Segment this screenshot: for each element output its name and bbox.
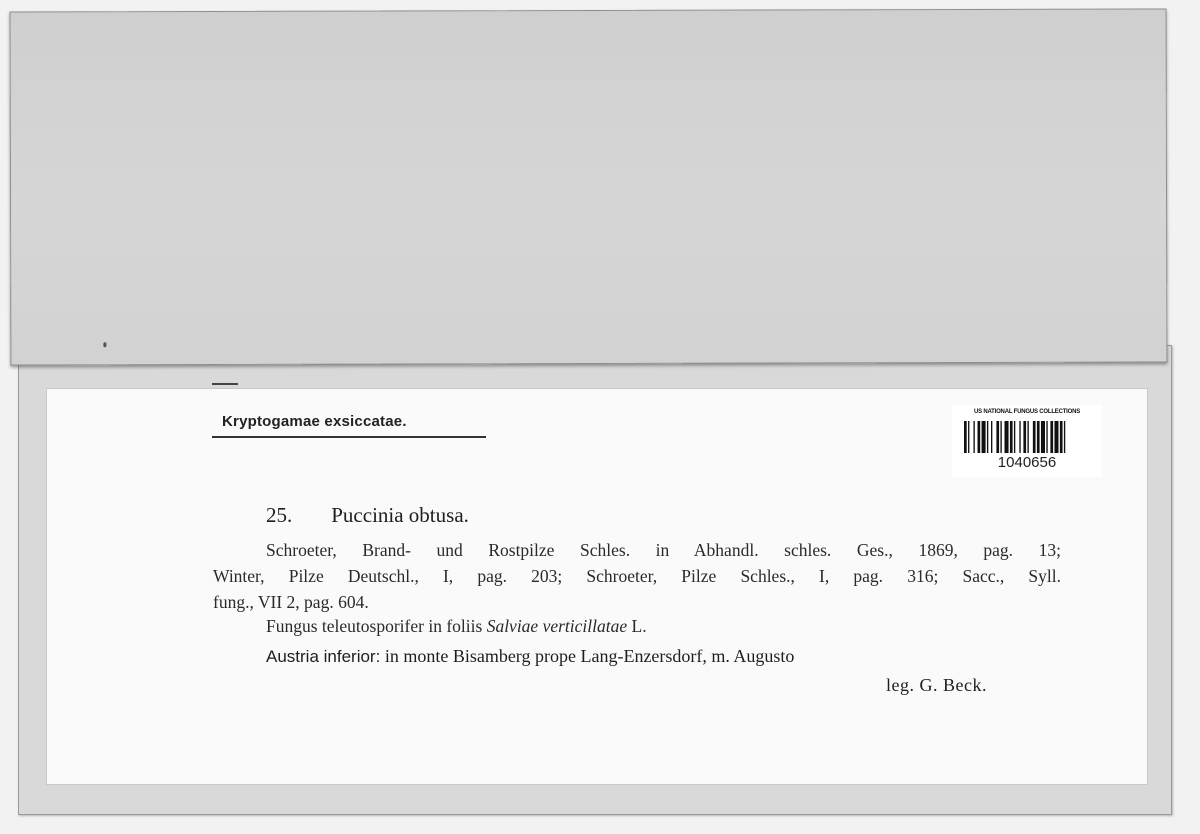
reference-line: Schroeter, Brand- und Rostpilze Schles. in Abhandl. schles. Ges., 1869, pag. 13; <box>266 540 1061 560</box>
locality-region: Austria inferior: <box>266 647 381 666</box>
envelope-flap <box>10 8 1168 365</box>
host-line <box>266 616 647 637</box>
series-title: Kryptogamae exsiccatae. <box>212 413 486 438</box>
label-mark <box>212 383 238 385</box>
barcode-sticker <box>952 405 1102 477</box>
locality-line <box>266 646 794 667</box>
barcode-number: 1040656 <box>997 454 1057 471</box>
host-suffix: L. <box>631 616 647 636</box>
barcode-header: US NATIONAL FUNGUS COLLECTIONS <box>973 409 1081 415</box>
reference-line: fung., VII 2, pag. 604. <box>213 592 369 612</box>
specimen-number: 25. <box>266 503 293 527</box>
host-species: Salviae verticillatae <box>486 616 628 636</box>
paper-speck <box>103 342 106 347</box>
literature-references <box>213 537 1061 615</box>
specimen-heading <box>266 503 469 528</box>
host-prefix: Fungus teleutosporifer in foliis <box>266 616 483 636</box>
reference-line: Winter, Pilze Deutschl., I, pag. 203; Schroeter, Pilze Schles., I, pag. 316; Sacc., Syll. <box>213 566 1061 586</box>
locality-detail: in monte Bisamberg prope Lang-Enzersdorf, m. Augusto <box>384 646 795 666</box>
collector: leg. G. Beck. <box>886 675 987 695</box>
barcode-icon <box>964 421 1090 453</box>
specimen-name: Puccinia obtusa. <box>331 503 469 527</box>
